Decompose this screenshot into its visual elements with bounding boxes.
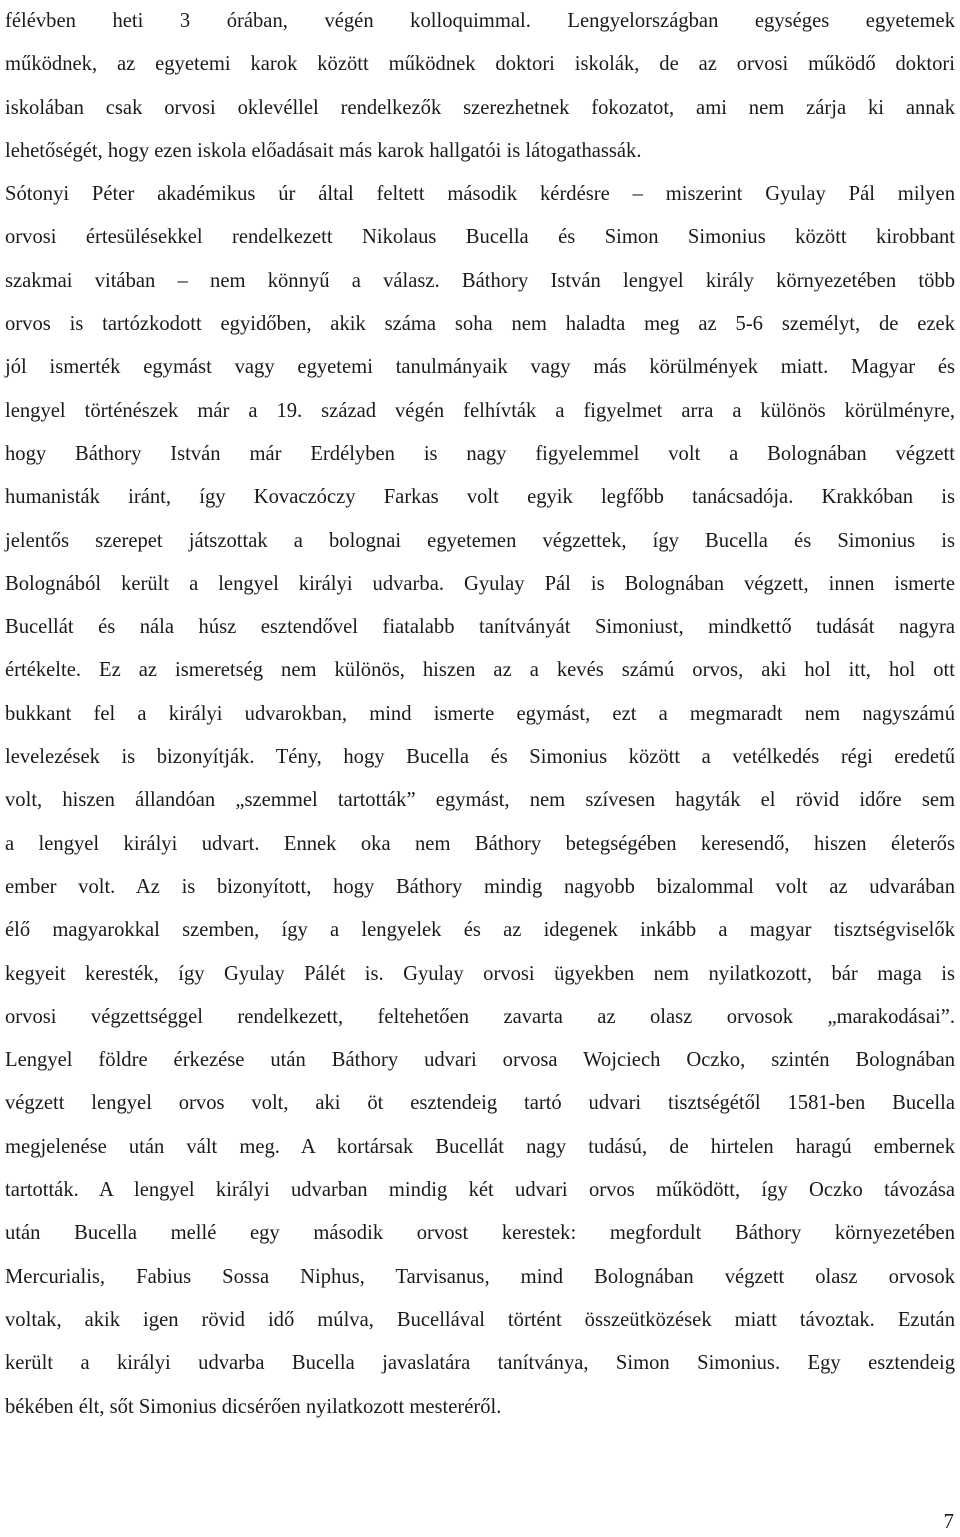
text-line: megjelenése után vált meg. A kortársak Bucellát nagy tudású, de hirtelen haragú embernek [5,1135,955,1158]
text-line: iskolában csak orvosi oklevéllel rendelkezők szerezhetnek fokozatot, ami nem zárja ki annak [5,96,955,119]
text-line: Lengyel földre érkezése után Báthory udvari orvosa Wojciech Oczko, szintén Bolognában [5,1049,955,1072]
text-line: lehetőségét, hogy ezen iskola előadásait más karok hallgatói is látogathassák. [5,139,642,162]
page-number: 7 [943,1509,954,1533]
text-line: Bolognából került a lengyel királyi udvarba. Gyulay Pál is Bolognában végzett, innen ismerte [5,572,955,595]
text-line: orvos is tartózkodott egyidőben, akik száma soha nem haladta meg az 5-6 személyt, de ezek [5,313,955,336]
text-line: orvosi értesülésekkel rendelkezett Nikolaus Bucella és Simon Simonius között kirobbant [5,226,955,249]
text-line: hogy Báthory István már Erdélyben is nagy figyelemmel volt a Bolognában végzett [5,442,955,465]
text-line: végzett lengyel orvos volt, aki öt esztendeig tartó udvari tisztségétől 1581-ben Bucella [5,1092,955,1115]
text-line: a lengyel királyi udvart. Ennek oka nem Báthory betegségében keresendő, hiszen életerős [5,832,955,855]
text-line: jelentős szerepet játszottak a bolognai egyetemen végzettek, így Bucella és Simonius is [5,529,955,552]
text-line: levelezések is bizonyítják. Tény, hogy Bucella és Simonius között a vetélkedés régi eredetű [5,746,955,769]
text-line: ember volt. Az is bizonyított, hogy Báthory mindig nagyobb bizalommal volt az udvarában [5,875,955,898]
body-text [5,0,955,1429]
text-line: kegyeit keresték, így Gyulay Pálét is. Gyulay orvosi ügyekben nem nyilatkozott, bár maga is [5,962,955,985]
text-line: lengyel történészek már a 19. század végén felhívták a figyelmet arra a különös körülményre, [5,399,955,422]
text-line: békében élt, sőt Simonius dicsérően nyilatkozott mesteréről. [5,1395,502,1418]
text-line: Bucellát és nála húsz esztendővel fiatalabb tanítványát Simoniust, mindkettő tudását nagyra [5,616,955,639]
text-line: tartották. A lengyel királyi udvarban mindig két udvari orvos működött, így Oczko távozása [5,1179,955,1202]
text-line: bukkant fel a királyi udvarokban, mind ismerte egymást, ezt a megmaradt nem nagyszámú [5,702,955,725]
text-line: félévben heti 3 órában, végén kolloquimmal. Lengyelországban egységes egyetemek [5,10,955,32]
text-line: került a királyi udvarba Bucella javaslatára tanítványa, Simon Simonius. Egy esztendeig [5,1352,955,1375]
text-line: szakmai vitában – nem könnyű a válasz. Báthory István lengyel király környezetében több [5,269,955,292]
text-line: orvosi végzettséggel rendelkezett, feltehetően zavarta az olasz orvosok „marakodásai”. [5,1005,955,1028]
text-line: Sótonyi Péter akadémikus úr által feltett második kérdésre – miszerint Gyulay Pál milyen [5,183,955,206]
text-line: volt, hiszen állandóan „szemmel tartották” egymást, nem szívesen hagyták el rövid időre sem [5,789,955,812]
text-line: működnek, az egyetemi karok között működnek doktori iskolák, de az orvosi működő doktori [5,53,955,76]
text-line: élő magyarokkal szemben, így a lengyelek és az idegenek inkább a magyar tisztségviselők [5,919,955,942]
text-line: értékelte. Ez az ismeretség nem különös, hiszen az a kevés számú orvos, aki hol itt, hol ott [5,659,955,682]
text-line: után Bucella mellé egy második orvost kerestek: megfordult Báthory környezetében [5,1222,955,1245]
text-line: humanisták iránt, így Kovaczóczy Farkas volt egyik legfőbb tanácsadója. Krakkóban is [5,486,955,509]
text-line: Mercurialis, Fabius Sossa Niphus, Tarvisanus, mind Bolognában végzett olasz orvosok [5,1265,955,1288]
text-line: voltak, akik igen rövid idő múlva, Bucellával történt összeütközések miatt távoztak. Ezután [5,1308,955,1331]
text-line: jól ismerték egymást vagy egyetemi tanulmányaik vagy más körülmények miatt. Magyar és [5,356,955,379]
